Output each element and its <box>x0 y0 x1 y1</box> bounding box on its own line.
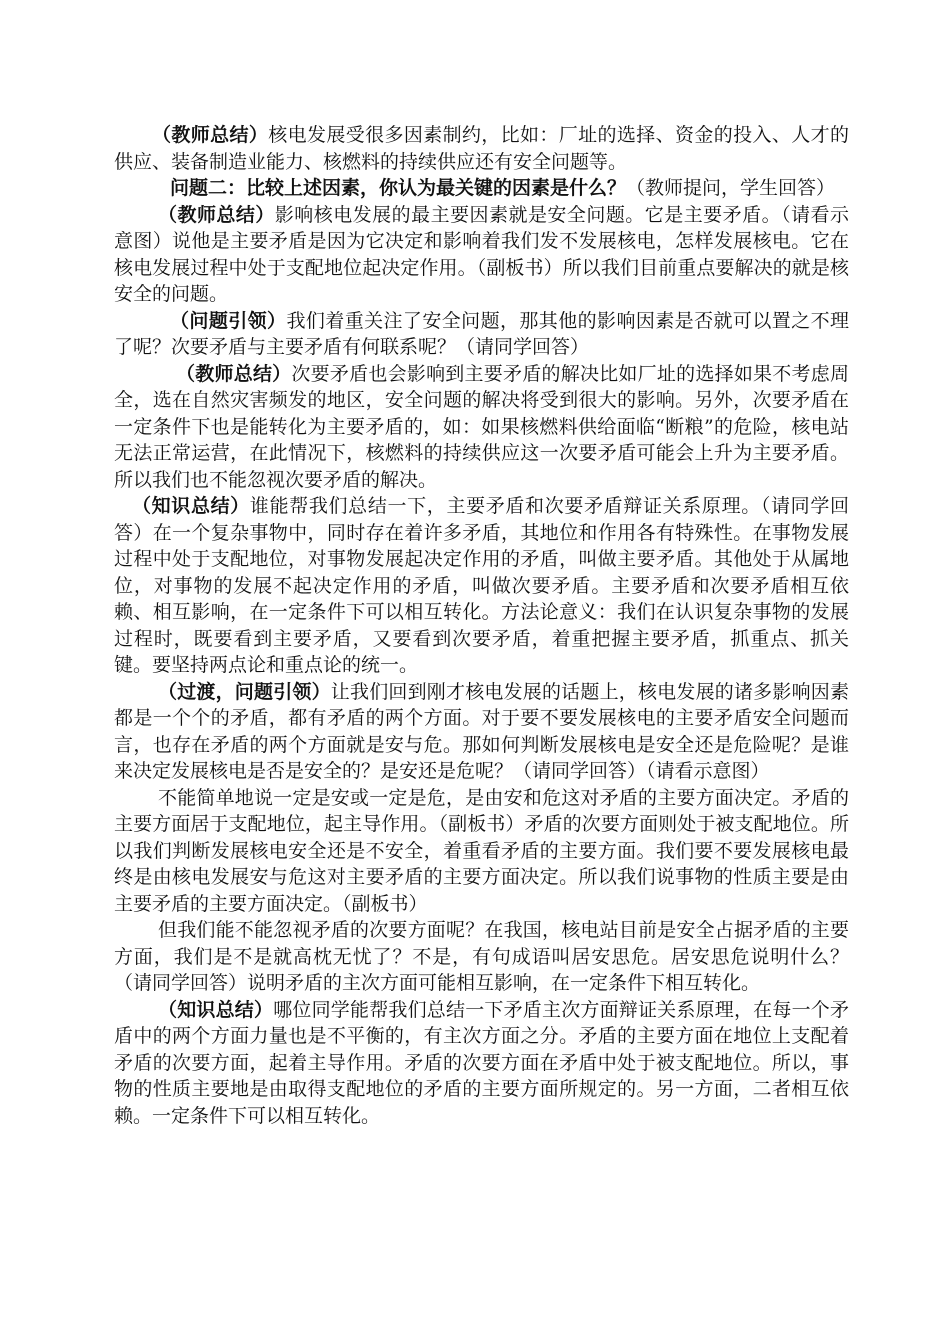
paragraph-question-two <box>114 175 849 202</box>
paragraph-lead: （过渡，问题引领） <box>158 680 331 703</box>
paragraph-teacher-summary-3 <box>114 361 849 494</box>
paragraph-lead: （知识总结） <box>158 998 274 1021</box>
paragraph-text: 但我们能不能忽视矛盾的次要方面呢？在我国，核电站目前是安全占据矛盾的主要方面，我们是不是就高枕无忧了？不是，有句成语叫居安思危。居安思危说明什么？（请同学回答）说明矛盾的主次方面可能相互影响，在一定条件下相互转化。 <box>114 919 849 994</box>
paragraph-question-lead-1 <box>114 308 849 361</box>
paragraph-lead: （知识总结） <box>132 495 250 517</box>
paragraph-text: 次要矛盾也会影响到主要矛盾的解决比如厂址的选择如果不考虑周全，选在自然灾害频发的地区，安全问题的解决将受到很大的影响。另外，次要矛盾在一定条件下也是能转化为主要矛盾的，如：如果核燃料供给面临“断粮”的危险，核电站无法正常运营，在此情况下，核燃料的持续供应这一次要矛盾可能会上升为主要矛盾。所以我们也不能忽视次要矛盾的解决。 <box>114 362 849 491</box>
paragraph-text: （教师提问，学生回答） <box>626 177 836 199</box>
paragraph-text: 影响核电发展的最主要因素就是安全问题。它是主要矛盾。（请看示意图）说他是主要矛盾是因为它决定和影响着我们发不发展核电，怎样发展核电。它在核电发展过程中处于支配地位起决定作用。（副板书）所以我们目前重点要解决的就是核安全的问题。 <box>114 203 849 305</box>
paragraph-teacher-summary-1 <box>114 122 849 175</box>
document-page <box>114 122 849 1129</box>
paragraph-text: 谁能帮我们总结一下，主要矛盾和次要矛盾辩证关系原理。（请同学回答）在一个复杂事物中，同时存在着许多矛盾，其地位和作用各有特殊性。在事物发展过程中处于支配地位，对事物发展起决定作用的矛盾，叫做主要矛盾。其他处于从属地位，对事物的发展不起决定作用的矛盾，叫做次要矛盾。主要矛盾和次要矛盾相互依赖、相互影响，在一定条件下可以相互转化。方法论意义：我们在认识复杂事物的发展过程时，既要看到主要矛盾，又要看到次要矛盾，着重把握主要矛盾，抓重点、抓关键。要坚持两点论和重点论的统一。 <box>114 495 849 676</box>
paragraph-text: 让我们回到刚才核电发展的话题上，核电发展的诸多影响因素都是一个个的矛盾，都有矛盾的两个方面。对于要不要发展核电的主要矛盾安全问题而言，也存在矛盾的两个方面就是安与危。那如何判断发展核电是安全还是危险呢？是谁来决定发展核电是否是安全的？是安还是危呢？（请同学回答）（请看示意图） <box>114 680 849 782</box>
paragraph-teacher-summary-2 <box>114 202 849 308</box>
paragraph-text: 核电发展受很多因素制约，比如：厂址的选择、资金的投入、人才的供应、装备制造业能力、核燃料的持续供应还有安全问题等。 <box>114 124 849 173</box>
paragraph-knowledge-summary-2 <box>114 997 849 1130</box>
paragraph-text: 我们着重关注了安全问题，那其他的影响因素是否就可以置之不理了呢？次要矛盾与主要矛盾有何联系呢？（请同学回答） <box>114 309 849 358</box>
paragraph-text: 哪位同学能帮我们总结一下矛盾主次方面辩证关系原理，在每一个矛盾中的两个方面力量也是不平衡的，有主次方面之分。矛盾的主要方面在地位上支配着矛盾的次要方面，起着主导作用。矛盾的次要方面在矛盾中处于被支配地位。所以，事物的性质主要地是由取得支配地位的矛盾的主要方面所规定的。另一方面，二者相互依赖。一定条件下可以相互转化。 <box>114 998 849 1127</box>
paragraph-secondary-aspect <box>114 917 849 997</box>
paragraph-lead: （问题引领） <box>170 309 287 332</box>
paragraph-lead: （教师总结） <box>176 362 292 385</box>
paragraph-lead: （教师总结） <box>158 203 275 226</box>
paragraph-lead: 问题二：比较上述因素，你认为最关键的因素是什么？ <box>170 177 627 199</box>
paragraph-lead: （教师总结） <box>152 124 269 146</box>
paragraph-text: 不能简单地说一定是安或一定是危，是由安和危这对矛盾的主要方面决定。矛盾的主要方面居于支配地位，起主导作用。（副板书）矛盾的次要方面则处于被支配地位。所以我们判断发展核电安全还是不安全，着重看矛盾的主要方面。我们要不要发展核电最终是由核电发展安与危这对主要矛盾的主要方面决定。所以我们说事物的性质主要是由主要矛盾的主要方面决定。（副板书） <box>114 786 849 915</box>
paragraph-knowledge-summary-1 <box>114 493 849 679</box>
paragraph-transition-question-lead <box>114 679 849 785</box>
paragraph-main-aspect <box>114 785 849 918</box>
